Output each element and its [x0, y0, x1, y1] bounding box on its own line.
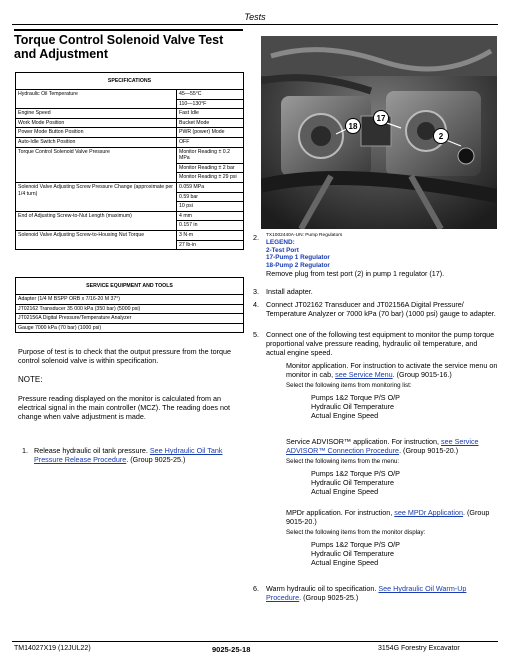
table-row [16, 90, 244, 109]
footer-rule [12, 641, 498, 642]
table-row [16, 304, 244, 314]
list-item: Pumps 1&2 Torque P/S O/P [311, 540, 400, 549]
list-item: Actual Engine Speed [311, 558, 379, 567]
monitor-application: Monitor application. For instruction to activate the service menu on monitor in cab, see Service Menu. (Group 9015-16.) Select the following items from monitoring list: Pumps 1&2 Torque P/S O/P Hydraulic Oil Temperature Actual Engine Speed [286, 361, 498, 420]
legend-title: LEGEND: [266, 239, 295, 246]
table-row [16, 230, 244, 249]
table-row [16, 211, 244, 230]
service-advisor-application: Service ADVISOR™ application. For instruction, see Service ADVISOR™ Connection Procedure. (Group 9015-20.) Select the following items from the menu: Pumps 1&2 Torque P/S O/P Hydraulic Oil Temperature Actual Engine Speed [253, 437, 498, 496]
tool-item: JT02156A Digital Pressure/Temperature Analyzer [16, 314, 244, 324]
legend-item: 2-Test Port [266, 246, 299, 254]
purpose-text: Purpose of test is to check that the output pressure from the torque control solenoid valve is within specification. [18, 347, 231, 365]
tool-item: Gauge 7000 kPa (70 bar) (1000 psi) [16, 323, 244, 333]
step-4: 4. Connect JT02162 Transducer and JT02156A Digital Pressure/ Temperature Analyzer or 7000 kPa (70 bar) (1000 psi) gauge to adapter. [253, 300, 496, 318]
step-1: 1. Release hydraulic oil tank pressure. See Hydraulic Oil Tank Pressure Release Procedure. (Group 9025-25.) [22, 446, 223, 464]
hydraulic-oil-warm-up-link[interactable]: See Hydraulic Oil Warm-Up Procedure [266, 584, 467, 602]
spec-label: Torque Control Solenoid Valve Pressure [16, 147, 177, 182]
specifications-heading: SPECIFICATIONS [16, 73, 244, 90]
mpdr-application: MPDr application. For instruction, see MPDr Application. (Group 9015-20.) Select the following items from the monitor display: Pumps 1&2 Torque P/S O/P Hydraulic Oil Temperature Actual Engine Speed [253, 508, 498, 567]
table-row [16, 295, 244, 305]
table-row [16, 323, 244, 333]
list-item: Actual Engine Speed [311, 487, 379, 496]
pump-regulators-photo [261, 36, 497, 229]
list-item: Pumps 1&2 Torque P/S O/P [311, 393, 400, 402]
list-item: Actual Engine Speed [311, 411, 379, 420]
spec-label: Solenoid Valve Adjusting Screw-to-Housing Nut Torque [16, 230, 177, 249]
list-item: Pumps 1&2 Torque P/S O/P [311, 469, 400, 478]
specifications-table [15, 72, 244, 250]
step-6: 6. Warm hydraulic oil to specification. See Hydraulic Oil Warm-Up Procedure. (Group 9025-25.) [253, 584, 467, 602]
spec-label: Work Mode Position [16, 118, 177, 128]
spec-value: Bucket Mode [177, 118, 244, 128]
callout-18: 18 [348, 122, 358, 131]
step-3: 3. Install adapter. [253, 287, 313, 296]
spec-label: End of Adjusting Screw-to-Nut Length (maximum) [16, 211, 177, 230]
spec-value: PWR (power) Mode [177, 128, 244, 138]
table-row [16, 137, 244, 147]
spec-values: 3 N·m 27 lb-in [177, 230, 244, 249]
step-5: 5. Connect one of the following test equipment to monitor the pump torque proportional valve pressure reading, hydraulic oil temperature, and actual engine speed. [253, 330, 495, 357]
spec-values: Monitor Reading ± 0.2 MPa Monitor Reading ± 2 bar Monitor Reading ± 29 psi [177, 147, 244, 182]
legend-item: 18-Pump 2 Regulator [266, 261, 330, 269]
spec-value: OFF [177, 137, 244, 147]
table-row [16, 314, 244, 324]
spec-value: Fast Idle [177, 109, 244, 119]
table-row [16, 128, 244, 138]
list-item: Hydraulic Oil Temperature [311, 402, 394, 411]
tool-item: Adapter (1/4 M BSPP ORB x 7/16-20 M 37°) [16, 295, 244, 305]
spec-values: 0.059 MPa 0.59 bar 10 psi [177, 182, 244, 211]
spec-values: 45—55°C 110—130°F [177, 90, 244, 109]
step-2-text: Remove plug from test port (2) in pump 1 regulator (17). [266, 269, 445, 279]
note-label: NOTE: [18, 375, 43, 384]
tools-heading: SERVICE EQUIPMENT AND TOOLS [16, 278, 244, 295]
footer-machine-name: 3154G Forestry Excavator [378, 645, 460, 652]
header-rule [12, 24, 498, 25]
figure-caption: TX1002440A-UN: Pump Regulators [266, 233, 343, 238]
tool-item: JT02162 Transducer 35 000 kPa (350 bar) (5000 psi) [16, 304, 244, 314]
table-row [16, 109, 244, 119]
list-item: Hydraulic Oil Temperature [311, 478, 394, 487]
running-header: Tests [244, 12, 266, 22]
spec-values: 4 mm 0.157 in [177, 211, 244, 230]
mpdr-application-link[interactable]: see MPDr Application [394, 508, 463, 517]
hydraulic-oil-tank-pressure-release-link[interactable]: See Hydraulic Oil Tank Pressure Release Procedure [34, 446, 223, 464]
footer-page-number: 9025-25-18 [212, 645, 251, 654]
footer-tm-number: TM14027X19 (12JUL22) [14, 645, 91, 652]
callout-2: 2 [438, 132, 444, 141]
callout-17: 17 [376, 114, 386, 123]
service-advisor-connection-link[interactable]: see Service ADVISOR™ Connection Procedure [286, 437, 479, 455]
table-row [16, 147, 244, 182]
table-row [16, 182, 244, 211]
page-title: Torque Control Solenoid Valve Test and Adjustment [14, 33, 224, 61]
service-menu-link[interactable]: see Service Menu [335, 370, 393, 379]
spec-label: Power Mode Button Position [16, 128, 177, 138]
spec-label: Auto-Idle Switch Position [16, 137, 177, 147]
note-text: Pressure reading displayed on the monitor is calculated from an electrical signal in the main controller (MCZ). The reading does not change when valve adjustment is made. [18, 394, 230, 421]
table-row [16, 118, 244, 128]
title-block [14, 29, 243, 61]
service-tools-table [15, 277, 244, 333]
spec-label: Solenoid Valve Adjusting Screw Pressure Change (approximate per 1/4 turn) [16, 182, 177, 211]
step-2: 2. TX1002440A-UN: Pump Regulators LEGEND: 2-Test Port 17-Pump 1 Regulator 18-Pump 2 Regulator Remove plug from test port (2) in pump 1 regulator (17). [253, 233, 498, 278]
list-item: Hydraulic Oil Temperature [311, 549, 394, 558]
legend-item: 17-Pump 1 Regulator [266, 254, 330, 262]
spec-label: Hydraulic Oil Temperature [16, 90, 177, 109]
spec-label: Engine Speed [16, 109, 177, 119]
